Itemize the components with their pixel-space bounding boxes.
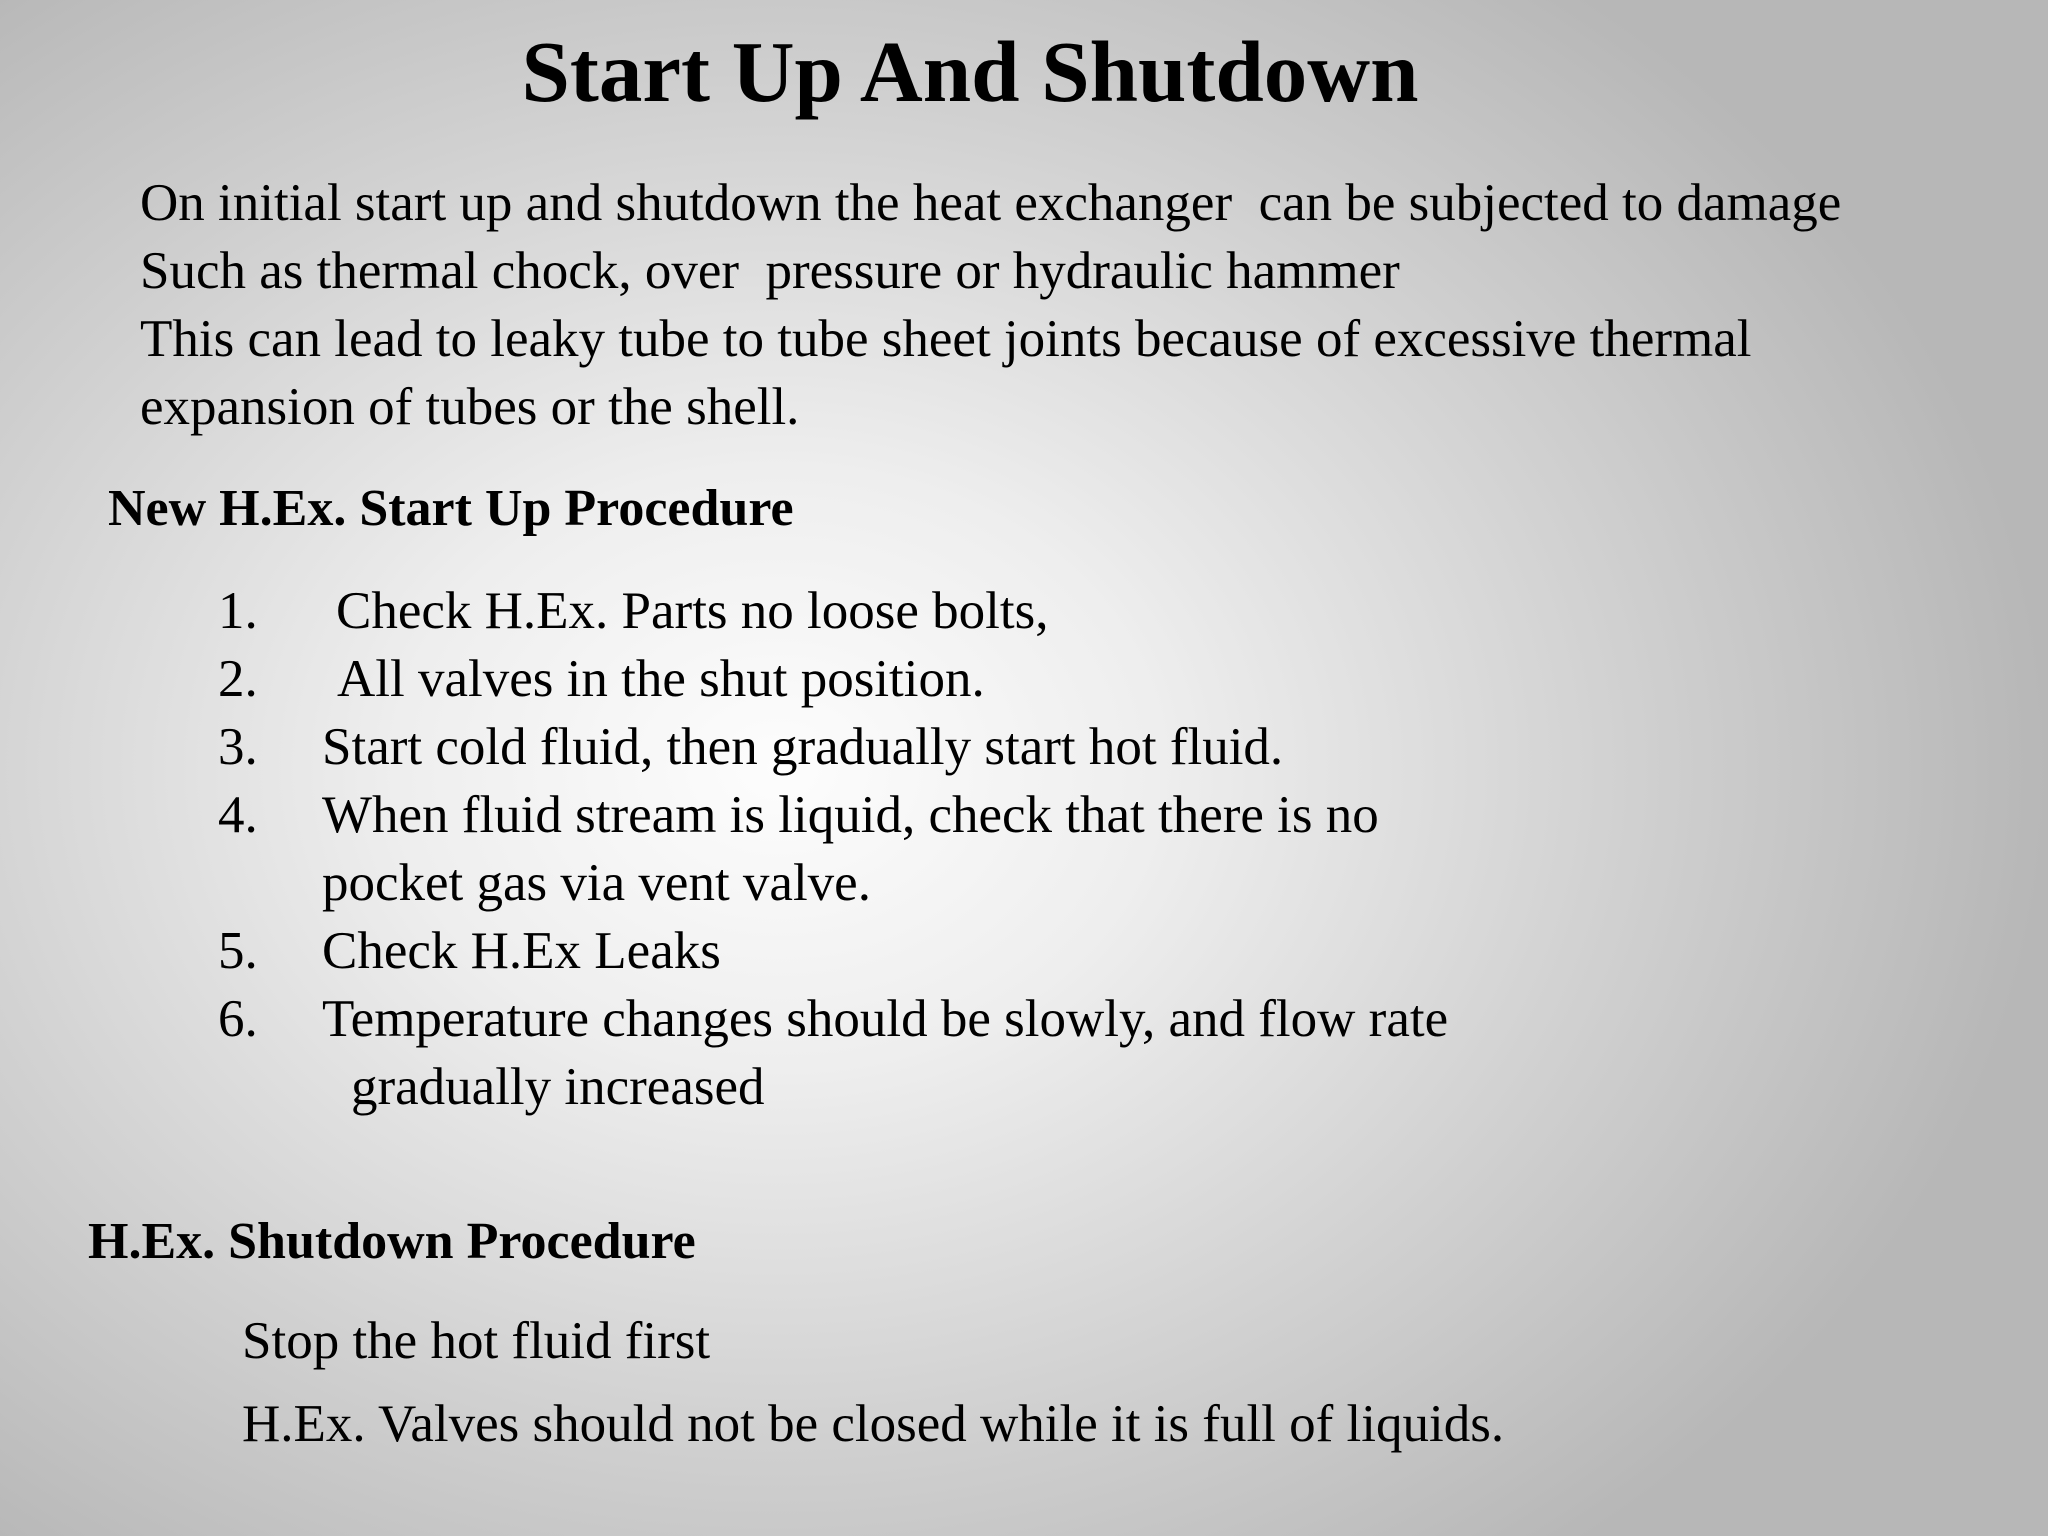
list-item-text: All valves in the shut position.: [337, 650, 985, 708]
list-item-text: Temperature changes should be slowly, and flow rate: [322, 990, 1449, 1048]
list-item-number: 1.: [218, 582, 258, 640]
intro-paragraph: [140, 169, 1841, 441]
intro-line: expansion of tubes or the shell.: [140, 378, 800, 436]
list-item-text-continued: gradually increased: [351, 1058, 765, 1116]
list-item-number: 2.: [218, 650, 258, 708]
list-item-text: When fluid stream is liquid, check that there is no: [322, 786, 1379, 844]
slide-title: Start Up And Shutdown: [521, 23, 1419, 120]
list-item-text: Start cold fluid, then gradually start hot fluid.: [322, 718, 1284, 776]
list-item-text-continued: pocket gas via vent valve.: [322, 854, 871, 912]
shutdown-heading: H.Ex. Shutdown Procedure: [88, 1213, 696, 1270]
startup-heading: New H.Ex. Start Up Procedure: [108, 480, 794, 537]
shutdown-line: Stop the hot fluid first: [242, 1312, 711, 1370]
intro-line: Such as thermal chock, over pressure or hydraulic hammer: [140, 242, 1400, 300]
list-item-number: 5.: [218, 922, 258, 980]
list-item-number: 4.: [218, 786, 258, 844]
list-item-text: Check H.Ex Leaks: [322, 922, 721, 980]
list-item-number: 6.: [218, 990, 258, 1048]
intro-line: This can lead to leaky tube to tube sheet joints because of excessive thermal: [140, 310, 1752, 368]
intro-line: On initial start up and shutdown the heat exchanger can be subjected to damage: [140, 174, 1842, 232]
list-item-text: Check H.Ex. Parts no loose bolts,: [336, 582, 1049, 640]
list-item-number: 3.: [218, 718, 258, 776]
shutdown-line: H.Ex. Valves should not be closed while it is full of liquids.: [242, 1395, 1505, 1453]
